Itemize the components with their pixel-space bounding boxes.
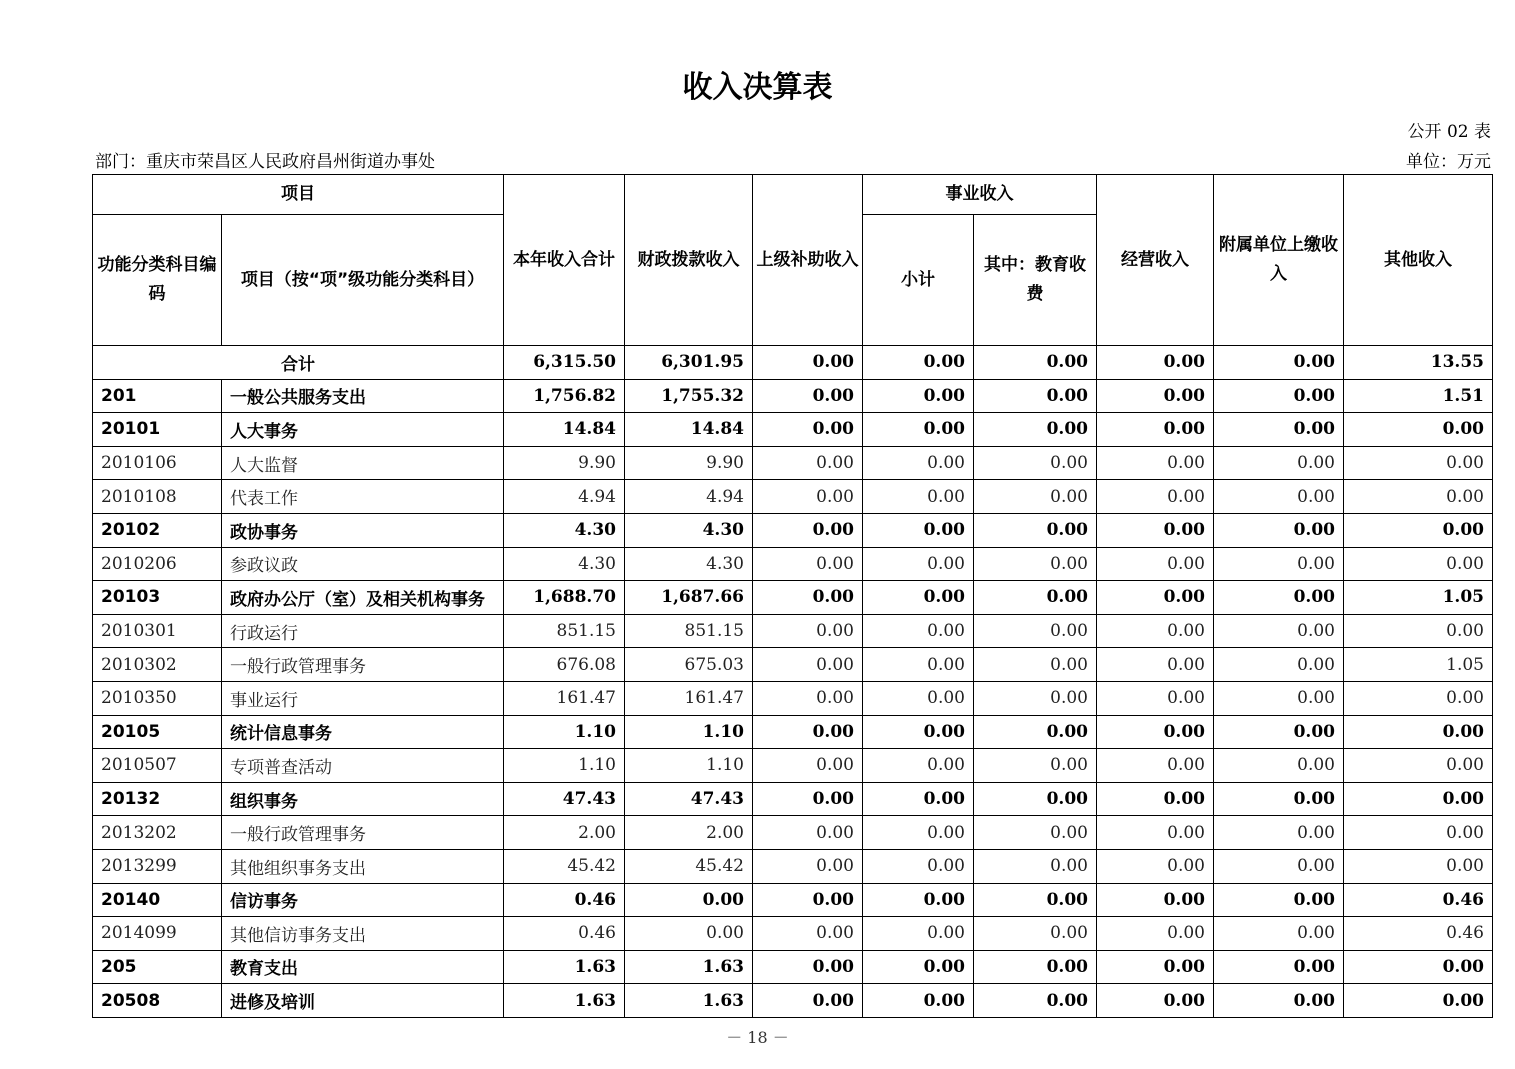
row-value: 675.03: [625, 648, 753, 682]
header-fiscal: 财政拨款收入: [625, 175, 753, 346]
row-value: 0.00: [863, 581, 974, 615]
row-value: 0.00: [974, 379, 1097, 413]
row-value: 0.00: [974, 413, 1097, 447]
row-value: 0.00: [1344, 446, 1493, 480]
table-row: [93, 480, 1493, 514]
row-name: 代表工作: [222, 480, 504, 514]
row-value: 0.00: [974, 446, 1097, 480]
row-value: 45.42: [625, 849, 753, 883]
row-code: 2010350: [93, 681, 222, 715]
row-value: 1.10: [625, 749, 753, 783]
row-value: 0.00: [863, 816, 974, 850]
row-value: 0.00: [863, 648, 974, 682]
header-code: 功能分类科目编码: [93, 215, 222, 346]
header-career-group: 事业收入: [863, 175, 1097, 215]
row-value: 0.00: [863, 782, 974, 816]
table-row: [93, 446, 1493, 480]
row-code: 2010206: [93, 547, 222, 581]
row-value: 0.46: [1344, 883, 1493, 917]
row-name: 其他组织事务支出: [222, 849, 504, 883]
row-code: 20101: [93, 413, 222, 447]
row-value: 0.00: [753, 480, 863, 514]
row-value: 47.43: [625, 782, 753, 816]
row-value: 0.00: [974, 749, 1097, 783]
row-value: 0.00: [1097, 984, 1214, 1018]
row-value: 1.63: [625, 950, 753, 984]
row-value: 0.00: [1214, 984, 1344, 1018]
row-value: 0.00: [1214, 849, 1344, 883]
unit-label: 单位：万元: [1406, 152, 1491, 172]
row-value: 1.63: [504, 984, 625, 1018]
row-code: 2014099: [93, 917, 222, 951]
row-code: 2010507: [93, 749, 222, 783]
row-value: 0.00: [753, 446, 863, 480]
row-name: 人大事务: [222, 413, 504, 447]
row-value: 4.30: [504, 547, 625, 581]
row-value: 0.00: [863, 547, 974, 581]
table-row: [93, 681, 1493, 715]
table-row: [93, 984, 1493, 1018]
total-cell: 0.00: [974, 346, 1097, 380]
row-value: 0.00: [1344, 749, 1493, 783]
row-value: 0.00: [863, 379, 974, 413]
form-number: 公开 02 表: [1407, 122, 1491, 142]
row-value: 1.10: [625, 715, 753, 749]
row-value: 0.00: [863, 715, 974, 749]
row-value: 4.30: [625, 513, 753, 547]
row-value: 0.00: [1344, 984, 1493, 1018]
row-value: 0.00: [753, 581, 863, 615]
row-value: 0.00: [753, 849, 863, 883]
row-value: 0.00: [1097, 917, 1214, 951]
row-value: 1,756.82: [504, 379, 625, 413]
row-value: 1,688.70: [504, 581, 625, 615]
total-cell: 6,315.50: [504, 346, 625, 380]
row-value: 1.63: [504, 950, 625, 984]
row-value: 4.94: [504, 480, 625, 514]
row-value: 1.10: [504, 715, 625, 749]
row-value: 0.00: [1344, 547, 1493, 581]
row-code: 2010106: [93, 446, 222, 480]
row-value: 161.47: [504, 681, 625, 715]
row-value: 0.00: [1214, 581, 1344, 615]
row-code: 201: [93, 379, 222, 413]
row-value: 0.00: [974, 480, 1097, 514]
row-value: 0.00: [1344, 816, 1493, 850]
row-code: 20102: [93, 513, 222, 547]
row-value: 0.00: [1344, 782, 1493, 816]
table-row: [93, 614, 1493, 648]
row-value: 0.00: [1344, 681, 1493, 715]
row-value: 0.00: [1097, 715, 1214, 749]
row-value: 0.00: [753, 513, 863, 547]
total-cell: 13.55: [1344, 346, 1493, 380]
row-value: 0.00: [863, 984, 974, 1018]
row-value: 0.00: [753, 950, 863, 984]
row-code: 2013202: [93, 816, 222, 850]
row-value: 4.30: [625, 547, 753, 581]
header-subtotal: 小计: [863, 215, 974, 346]
row-value: 0.00: [974, 614, 1097, 648]
row-value: 0.00: [1097, 883, 1214, 917]
row-value: 0.00: [974, 950, 1097, 984]
row-name: 其他信访事务支出: [222, 917, 504, 951]
row-value: 0.00: [1344, 480, 1493, 514]
row-value: 0.00: [753, 883, 863, 917]
header-affiliated: 附属单位上缴收入: [1214, 175, 1344, 346]
table-row: [93, 413, 1493, 447]
row-name: 人大监督: [222, 446, 504, 480]
row-value: 0.00: [974, 782, 1097, 816]
row-value: 0.00: [1214, 413, 1344, 447]
row-value: 0.00: [1214, 513, 1344, 547]
row-value: 0.00: [753, 379, 863, 413]
row-name: 事业运行: [222, 681, 504, 715]
row-value: 676.08: [504, 648, 625, 682]
row-value: 0.00: [1097, 648, 1214, 682]
row-value: 2.00: [504, 816, 625, 850]
header-other: 其他收入: [1344, 175, 1493, 346]
row-name: 参政议政: [222, 547, 504, 581]
row-code: 205: [93, 950, 222, 984]
total-cell: 0.00: [1097, 346, 1214, 380]
table-row: [93, 917, 1493, 951]
row-value: 0.00: [974, 547, 1097, 581]
header-name: 项目（按“项”级功能分类科目）: [222, 215, 504, 346]
header-education: 其中：教育收费: [974, 215, 1097, 346]
row-value: 0.00: [1214, 648, 1344, 682]
row-code: 20103: [93, 581, 222, 615]
row-value: 0.00: [1097, 849, 1214, 883]
row-value: 0.46: [1344, 917, 1493, 951]
row-value: 0.00: [1214, 614, 1344, 648]
row-name: 一般行政管理事务: [222, 648, 504, 682]
row-value: 851.15: [625, 614, 753, 648]
row-value: 0.00: [753, 816, 863, 850]
row-code: 2010108: [93, 480, 222, 514]
table-row: [93, 547, 1493, 581]
row-name: 进修及培训: [222, 984, 504, 1018]
row-value: 0.00: [1097, 782, 1214, 816]
row-value: 45.42: [504, 849, 625, 883]
row-value: 0.00: [863, 849, 974, 883]
row-value: 0.00: [1097, 816, 1214, 850]
table-row: [93, 749, 1493, 783]
row-value: 0.00: [753, 614, 863, 648]
row-value: 0.00: [974, 883, 1097, 917]
row-value: 0.00: [863, 749, 974, 783]
row-code: 2013299: [93, 849, 222, 883]
row-value: 0.00: [753, 715, 863, 749]
row-code: 2010302: [93, 648, 222, 682]
row-value: 0.00: [753, 547, 863, 581]
row-name: 信访事务: [222, 883, 504, 917]
row-code: 20105: [93, 715, 222, 749]
row-value: 0.00: [1214, 749, 1344, 783]
table-row: [93, 883, 1493, 917]
row-value: 0.00: [863, 883, 974, 917]
row-code: 20508: [93, 984, 222, 1018]
row-value: 0.00: [1214, 547, 1344, 581]
row-value: 0.00: [1097, 379, 1214, 413]
row-value: 0.00: [1097, 749, 1214, 783]
row-value: 0.00: [1097, 446, 1214, 480]
row-value: 0.00: [974, 849, 1097, 883]
row-value: 0.00: [1344, 413, 1493, 447]
row-value: 0.00: [625, 917, 753, 951]
header-total: 本年收入合计: [504, 175, 625, 346]
row-value: 0.00: [1097, 581, 1214, 615]
row-value: 0.00: [1214, 715, 1344, 749]
row-value: 2.00: [625, 816, 753, 850]
row-value: 0.00: [863, 446, 974, 480]
row-value: 0.00: [753, 749, 863, 783]
table-row: [93, 950, 1493, 984]
header-operating: 经营收入: [1097, 175, 1214, 346]
row-value: 1.05: [1344, 581, 1493, 615]
row-value: 14.84: [625, 413, 753, 447]
row-value: 851.15: [504, 614, 625, 648]
row-value: 0.00: [974, 816, 1097, 850]
row-value: 0.00: [1214, 950, 1344, 984]
row-value: 0.00: [1344, 715, 1493, 749]
row-value: 0.00: [863, 681, 974, 715]
row-value: 0.00: [1344, 513, 1493, 547]
total-row: [93, 346, 1493, 380]
row-value: 0.00: [974, 681, 1097, 715]
row-value: 1.63: [625, 984, 753, 1018]
row-name: 一般行政管理事务: [222, 816, 504, 850]
row-value: 0.00: [1344, 950, 1493, 984]
row-code: 20140: [93, 883, 222, 917]
header-item-group: 项目: [93, 175, 504, 215]
row-value: 0.00: [1097, 681, 1214, 715]
page-number: － 18 －: [726, 1028, 789, 1047]
row-value: 0.46: [504, 883, 625, 917]
row-value: 0.00: [863, 480, 974, 514]
row-name: 行政运行: [222, 614, 504, 648]
table-row: [93, 513, 1493, 547]
row-value: 1.05: [1344, 648, 1493, 682]
row-value: 0.00: [863, 917, 974, 951]
row-value: 1,687.66: [625, 581, 753, 615]
row-value: 9.90: [625, 446, 753, 480]
income-table: [92, 174, 1493, 1018]
total-cell: 0.00: [1214, 346, 1344, 380]
row-value: 47.43: [504, 782, 625, 816]
row-value: 0.00: [863, 413, 974, 447]
total-cell: 0.00: [753, 346, 863, 380]
table-row: [93, 379, 1493, 413]
table-row: [93, 849, 1493, 883]
row-value: 0.00: [863, 513, 974, 547]
row-value: 0.00: [1097, 480, 1214, 514]
row-value: 0.00: [974, 648, 1097, 682]
row-value: 0.00: [1344, 614, 1493, 648]
row-value: 0.00: [1214, 681, 1344, 715]
row-value: 0.00: [863, 614, 974, 648]
row-value: 1,755.32: [625, 379, 753, 413]
row-name: 政府办公厅（室）及相关机构事务: [222, 581, 504, 615]
row-value: 14.84: [504, 413, 625, 447]
row-value: 0.00: [974, 984, 1097, 1018]
total-cell: 6,301.95: [625, 346, 753, 380]
row-value: 0.00: [753, 413, 863, 447]
row-value: 0.00: [1214, 917, 1344, 951]
row-value: 0.00: [1097, 513, 1214, 547]
row-code: 20132: [93, 782, 222, 816]
row-value: 0.00: [1097, 547, 1214, 581]
row-value: 0.00: [625, 883, 753, 917]
row-value: 0.00: [1344, 849, 1493, 883]
row-value: 0.00: [1097, 413, 1214, 447]
row-value: 0.00: [1097, 614, 1214, 648]
row-name: 一般公共服务支出: [222, 379, 504, 413]
row-name: 组织事务: [222, 782, 504, 816]
row-value: 4.30: [504, 513, 625, 547]
row-value: 1.51: [1344, 379, 1493, 413]
table-row: [93, 782, 1493, 816]
table-row: [93, 648, 1493, 682]
row-value: 0.00: [1214, 480, 1344, 514]
row-name: 政协事务: [222, 513, 504, 547]
row-name: 专项普查活动: [222, 749, 504, 783]
row-value: 0.00: [1097, 950, 1214, 984]
row-value: 0.00: [974, 581, 1097, 615]
row-name: 教育支出: [222, 950, 504, 984]
row-value: 0.00: [1214, 883, 1344, 917]
row-value: 0.00: [1214, 782, 1344, 816]
table-row: [93, 816, 1493, 850]
row-value: 0.00: [863, 950, 974, 984]
row-value: 0.00: [974, 513, 1097, 547]
row-value: 0.00: [974, 715, 1097, 749]
row-value: 0.00: [1214, 446, 1344, 480]
header-superior: 上级补助收入: [753, 175, 863, 346]
row-value: 0.00: [974, 917, 1097, 951]
row-value: 4.94: [625, 480, 753, 514]
total-label: 合计: [93, 346, 504, 380]
row-value: 1.10: [504, 749, 625, 783]
row-value: 0.00: [753, 782, 863, 816]
row-value: 0.46: [504, 917, 625, 951]
row-value: 0.00: [753, 917, 863, 951]
page-title: 收入决算表: [682, 70, 833, 105]
row-value: 0.00: [1214, 379, 1344, 413]
row-value: 0.00: [1214, 816, 1344, 850]
table-row: [93, 581, 1493, 615]
total-cell: 0.00: [863, 346, 974, 380]
row-code: 2010301: [93, 614, 222, 648]
row-value: 0.00: [753, 681, 863, 715]
row-value: 9.90: [504, 446, 625, 480]
department-label: 部门：重庆市荣昌区人民政府昌州街道办事处: [95, 152, 435, 172]
row-value: 0.00: [753, 984, 863, 1018]
row-value: 0.00: [753, 648, 863, 682]
table-row: [93, 715, 1493, 749]
row-name: 统计信息事务: [222, 715, 504, 749]
row-value: 161.47: [625, 681, 753, 715]
